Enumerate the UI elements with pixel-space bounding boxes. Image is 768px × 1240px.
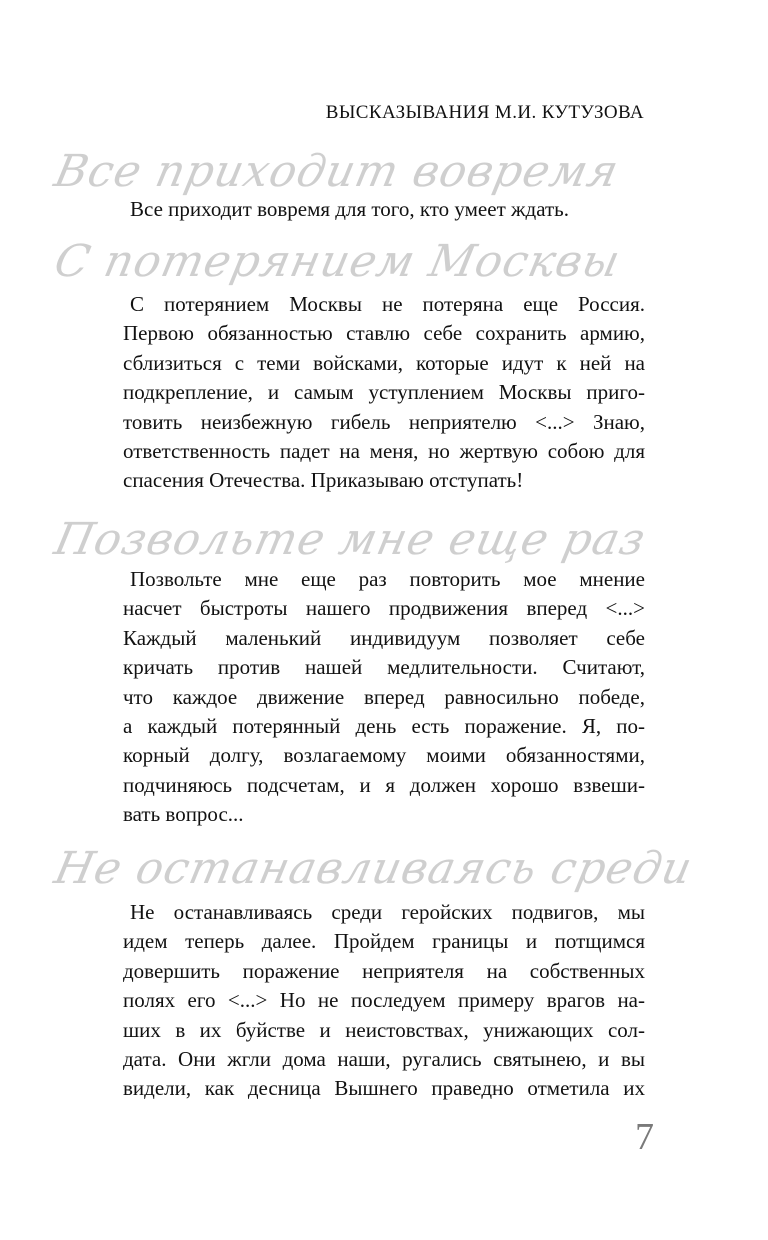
text-line: С потерянием Москвы не потеряна еще Россия. <box>130 292 645 316</box>
paragraph-1 <box>123 195 645 224</box>
text-line: дата. Они жгли дома наши, ругались святынею, и вы <box>123 1047 645 1072</box>
script-heading-4: Не останавливаясь среди <box>50 843 698 894</box>
text-line: что каждое движение вперед равносильно победе, <box>123 684 645 709</box>
paragraph-4 <box>123 898 645 1104</box>
text-line: корный долгу, возлагаемому моими обязанностями, <box>123 743 645 768</box>
text-line: довершить поражение неприятеля на собственных <box>123 958 645 983</box>
text-line: подчиняюсь подсчетам, и я должен хорошо взвеши- <box>123 772 645 797</box>
script-heading-2: С потерянием Москвы <box>50 236 626 287</box>
text-line: а каждый потерянный день есть поражение. Я, по- <box>123 714 645 739</box>
running-header: ВЫСКАЗЫВАНИЯ М.И. КУТУЗОВА <box>325 102 644 123</box>
text-line: спасения Отечества. Приказываю отступать! <box>123 468 524 493</box>
text-line: полях его <...> Но не последуем примеру врагов на- <box>123 988 645 1013</box>
text-line: сблизиться с теми войсками, которые идут к ней на <box>123 350 645 375</box>
text-line: насчет быстроты нашего продвижения вперед <...> <box>123 596 645 621</box>
paragraph-3 <box>123 565 645 830</box>
text-line: товить неизбежную гибель неприятелю <...> Знаю, <box>123 409 645 434</box>
text-line: Позвольте мне еще раз повторить мое мнение <box>130 567 645 591</box>
text-line: идем теперь далее. Пройдем границы и потщимся <box>123 929 645 954</box>
text-line: видели, как десница Вышнего праведно отметила их <box>123 1076 645 1101</box>
text-line: ответственность падет на меня, но жертвую собою для <box>123 439 645 464</box>
text-line: кричать против нашей медлительности. Считают, <box>123 655 645 680</box>
text-line: Каждый маленький индивидуум позволяет себе <box>123 625 645 650</box>
text-line: ших в их буйстве и неистовствах, унижающих сол- <box>123 1017 645 1042</box>
text-line: подкрепление, и самым уступлением Москвы приго- <box>123 380 645 405</box>
page-number: 7 <box>635 1116 654 1158</box>
script-heading-1: Все приходит вовремя <box>50 146 624 197</box>
text-line: Не останавливаясь среди геройских подвигов, мы <box>130 900 645 924</box>
text-line: Первою обязанностью ставлю себе сохранить армию, <box>123 321 645 346</box>
text-line: Все приходит вовремя для того, кто умеет ждать. <box>130 197 569 221</box>
text-line: вать вопрос... <box>123 802 244 827</box>
script-heading-3: Позвольте мне еще раз <box>50 514 651 565</box>
paragraph-2 <box>123 290 645 496</box>
